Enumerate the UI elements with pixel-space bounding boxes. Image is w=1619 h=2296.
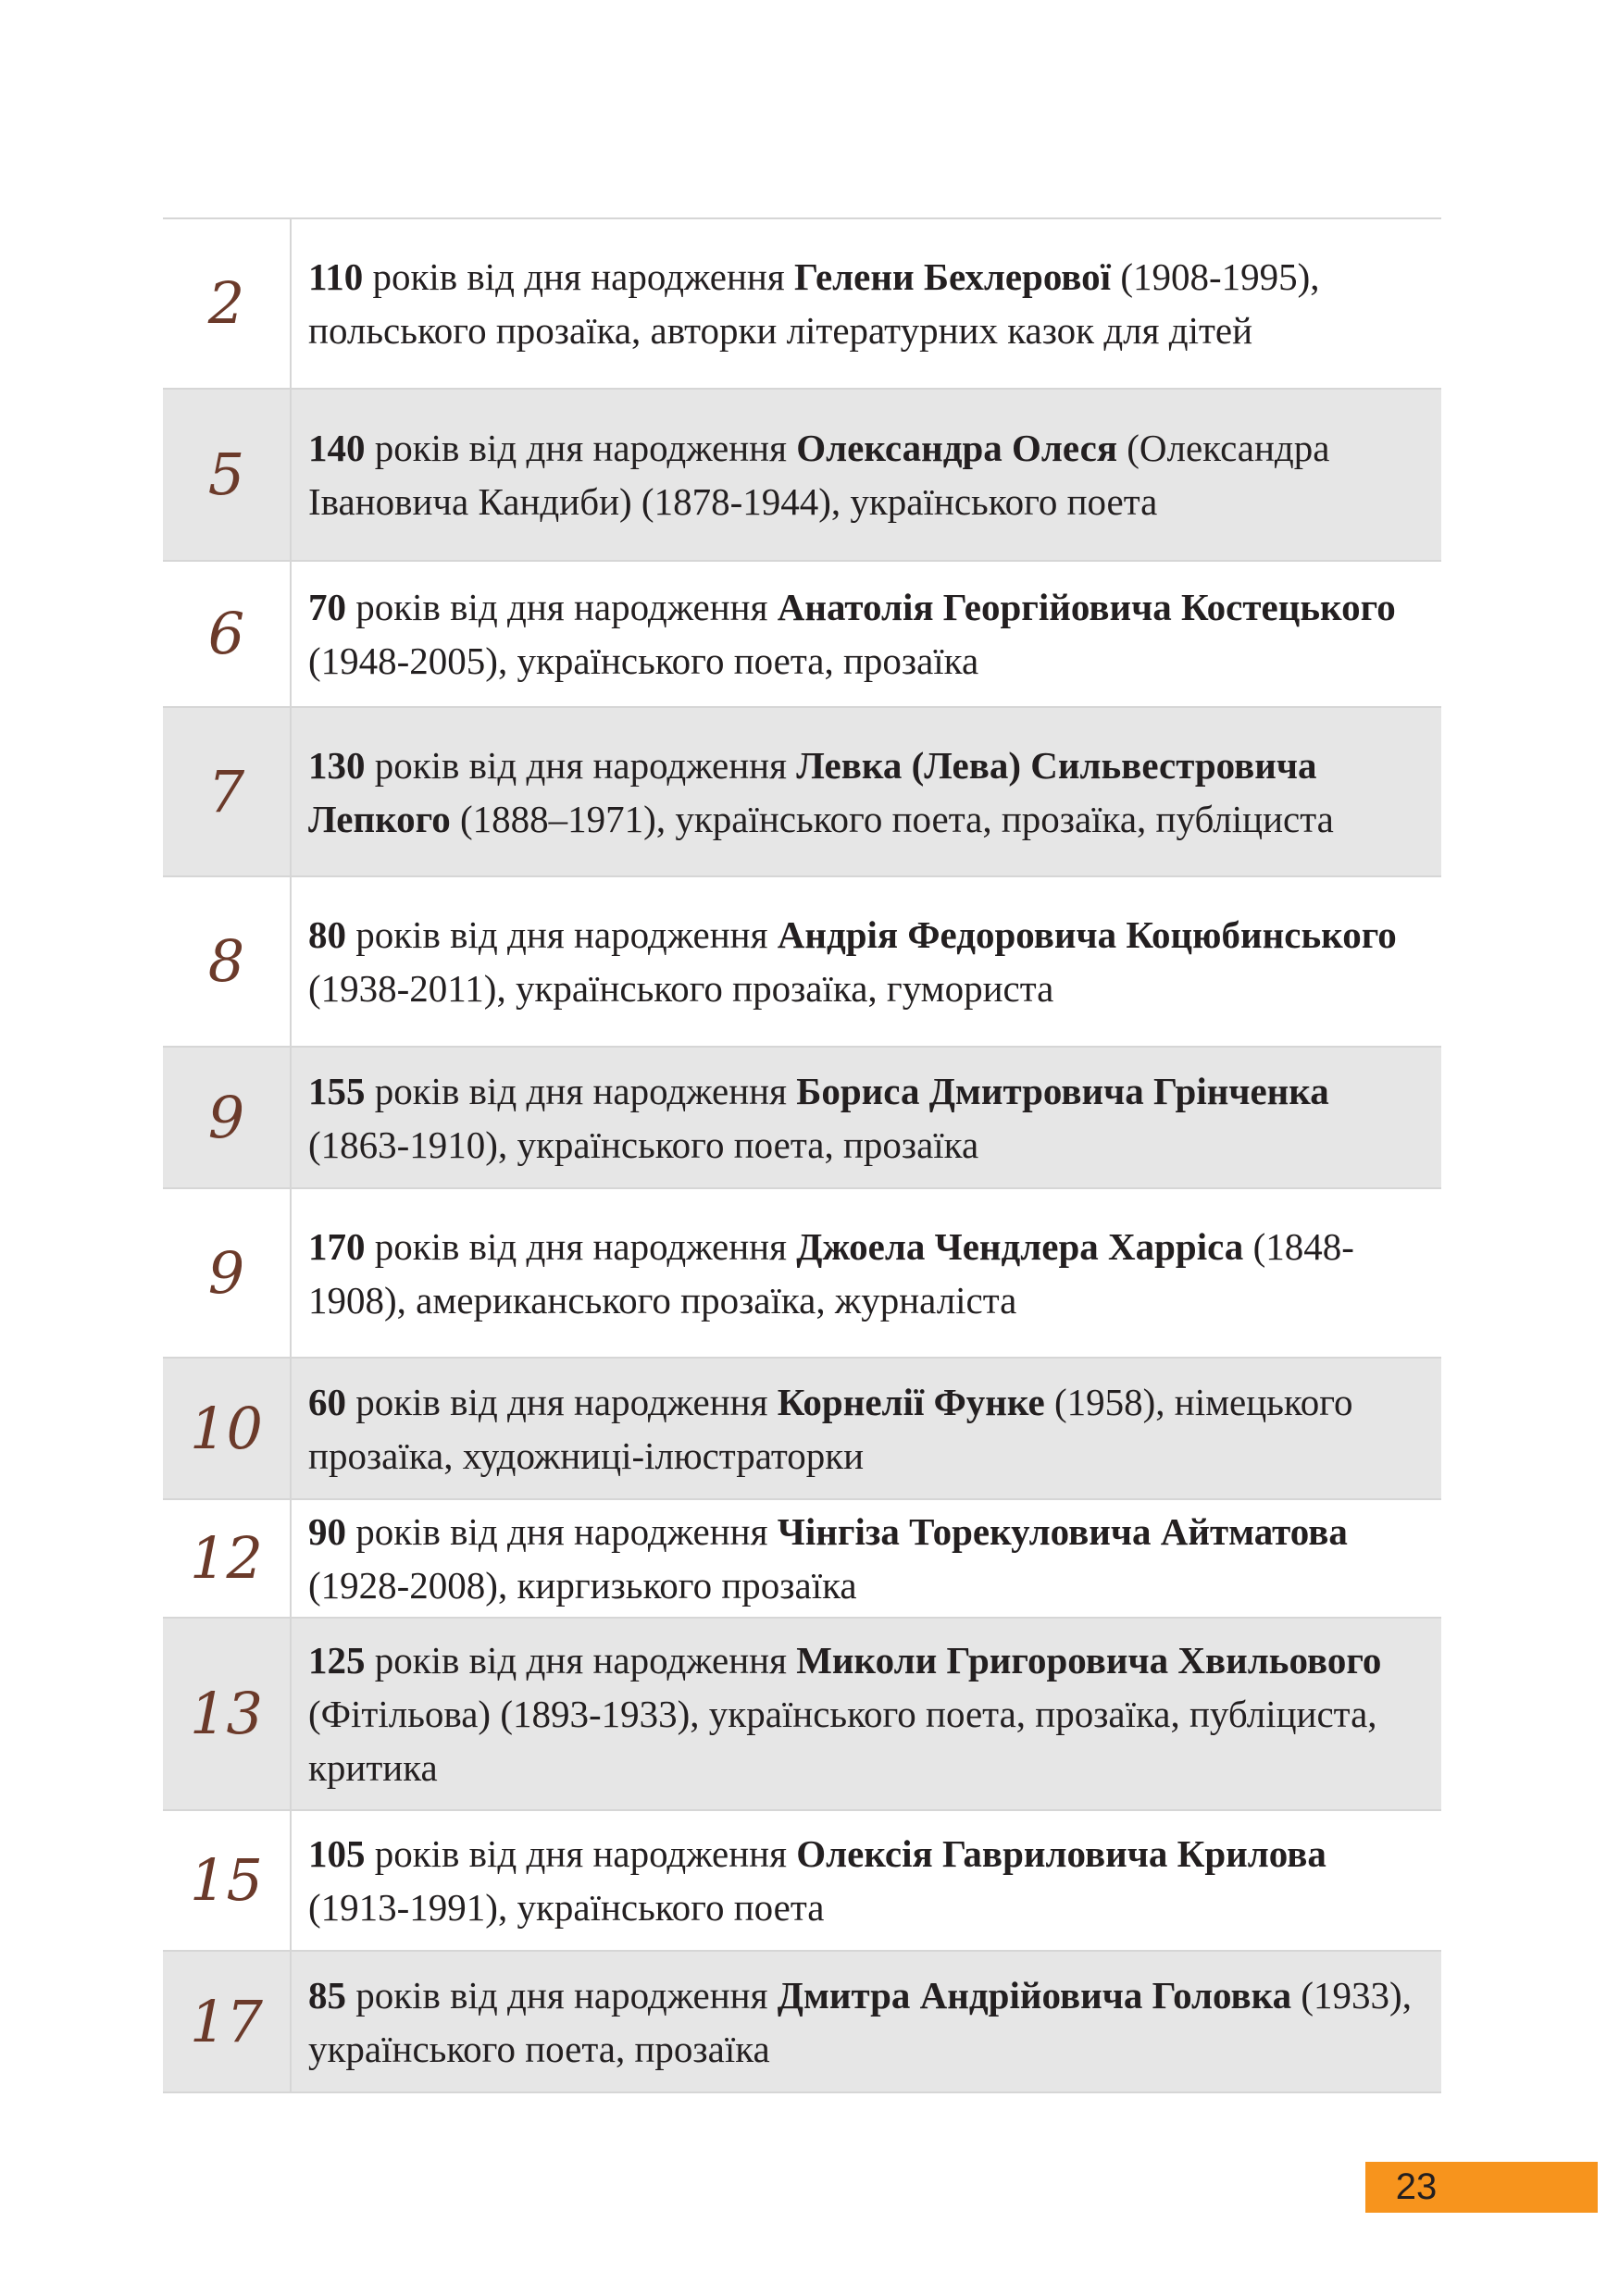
entry-phrase: років від дня народження — [346, 1510, 778, 1553]
entry-text — [292, 1500, 1441, 1617]
years-count: 140 — [308, 427, 366, 469]
entry-text — [292, 1952, 1441, 2091]
person-name: Джоела Чендлера Харріса — [796, 1224, 1244, 1268]
day-number: 10 — [163, 1359, 292, 1498]
table-row — [163, 1811, 1441, 1952]
entry-details: (1938-2011), українського прозаїка, гумориста — [308, 967, 1054, 1010]
page-number-tab — [1365, 2162, 1598, 2213]
day-number: 9 — [163, 1048, 292, 1187]
entry-text — [292, 1811, 1441, 1950]
years-count: 80 — [308, 913, 346, 956]
table-row — [163, 708, 1441, 877]
years-count: 125 — [308, 1639, 366, 1682]
entry-details: (1928-2008), киргизького прозаїка — [308, 1564, 857, 1607]
table-row — [163, 1048, 1441, 1189]
entry-phrase: років від дня народження — [365, 743, 797, 787]
table-row — [163, 1500, 1441, 1619]
person-name: Бориса Дмитровича Грінченка — [796, 1069, 1329, 1112]
entry-details: (1948-2005), українського поета, прозаїка — [308, 639, 979, 682]
entry-text — [292, 219, 1441, 388]
day-number: 17 — [163, 1952, 292, 2091]
day-number: 8 — [163, 877, 292, 1046]
person-name: Левка (Лева) Сильвестровича Лепкого — [308, 743, 1317, 840]
entry-details: (1958), німецького прозаїка, художниці-ілюстраторки — [308, 1380, 1353, 1477]
day-number: 15 — [163, 1811, 292, 1950]
table-row — [163, 390, 1441, 562]
page-number: 23 — [1395, 2166, 1438, 2207]
years-count: 70 — [308, 586, 346, 628]
person-name: Корнелії Функе — [777, 1380, 1045, 1423]
table-row — [163, 1619, 1441, 1811]
day-number: 6 — [163, 562, 292, 706]
entry-details: (1913-1991), українського поета — [308, 1886, 825, 1929]
day-number: 5 — [163, 390, 292, 560]
entry-text — [292, 877, 1441, 1046]
entry-details: (1933), українського поета, прозаїка — [308, 1973, 1412, 2070]
day-number: 9 — [163, 1189, 292, 1357]
day-number: 2 — [163, 219, 292, 388]
entry-details: (Фітільова) (1893-1933), українського поета, прозаїка, публіциста, критика — [308, 1693, 1377, 1789]
entry-text — [292, 708, 1441, 875]
table-row — [163, 877, 1441, 1048]
entry-text — [292, 562, 1441, 706]
years-count: 105 — [308, 1832, 366, 1875]
entry-phrase: років від дня народження — [365, 427, 797, 469]
years-count: 60 — [308, 1380, 346, 1423]
entry-phrase: років від дня народження — [346, 1973, 778, 2017]
table-row — [163, 219, 1441, 390]
years-count: 110 — [308, 255, 364, 298]
entry-phrase: років від дня народження — [363, 255, 794, 298]
table-row — [163, 562, 1441, 708]
years-count: 90 — [308, 1510, 346, 1553]
entry-phrase: років від дня народження — [365, 1639, 797, 1682]
person-name: Олександра Олеся — [796, 427, 1118, 469]
entry-text — [292, 1189, 1441, 1357]
entry-details: (1863-1910), українського поета, прозаїка — [308, 1123, 979, 1166]
day-number: 12 — [163, 1500, 292, 1617]
entry-phrase: років від дня народження — [365, 1224, 797, 1268]
person-name: Дмитра Андрійовича Головка — [777, 1973, 1292, 2017]
table-row — [163, 1952, 1441, 2093]
person-name: Гелени Бехлерової — [793, 255, 1112, 298]
entry-text — [292, 390, 1441, 560]
entry-details: (1908-1995), польського прозаїка, авторки літературних казок для дітей — [308, 255, 1320, 352]
day-number: 7 — [163, 708, 292, 875]
person-name: Чінгіза Торекуловича Айтматова — [777, 1510, 1348, 1553]
entry-text — [292, 1359, 1441, 1498]
entry-details: (1888–1971), українського поета, прозаїка, публіциста — [450, 797, 1334, 840]
person-name: Анатолія Георгійовича Костецького — [777, 586, 1396, 628]
entry-phrase: років від дня народження — [346, 586, 778, 628]
entry-phrase: років від дня народження — [346, 913, 778, 956]
table-row — [163, 1359, 1441, 1500]
person-name: Миколи Григоровича Хвильового — [796, 1639, 1382, 1682]
anniversary-table — [163, 217, 1441, 2093]
years-count: 130 — [308, 743, 366, 787]
entry-details: (Олександра Івановича Кандиби) (1878-1944), українського поета — [308, 427, 1330, 523]
table-row — [163, 1189, 1441, 1359]
years-count: 170 — [308, 1224, 366, 1268]
years-count: 85 — [308, 1973, 346, 2017]
entry-phrase: років від дня народження — [365, 1069, 797, 1112]
entry-text — [292, 1048, 1441, 1187]
day-number: 13 — [163, 1619, 292, 1809]
entry-phrase: років від дня народження — [346, 1380, 778, 1423]
entry-phrase: років від дня народження — [365, 1832, 797, 1875]
person-name: Андрія Федоровича Коцюбинського — [777, 913, 1397, 956]
entry-text — [292, 1619, 1441, 1809]
person-name: Олексія Гавриловича Крилова — [796, 1832, 1326, 1875]
entry-details: (1848-1908), американського прозаїка, журналіста — [308, 1224, 1354, 1322]
years-count: 155 — [308, 1069, 366, 1112]
